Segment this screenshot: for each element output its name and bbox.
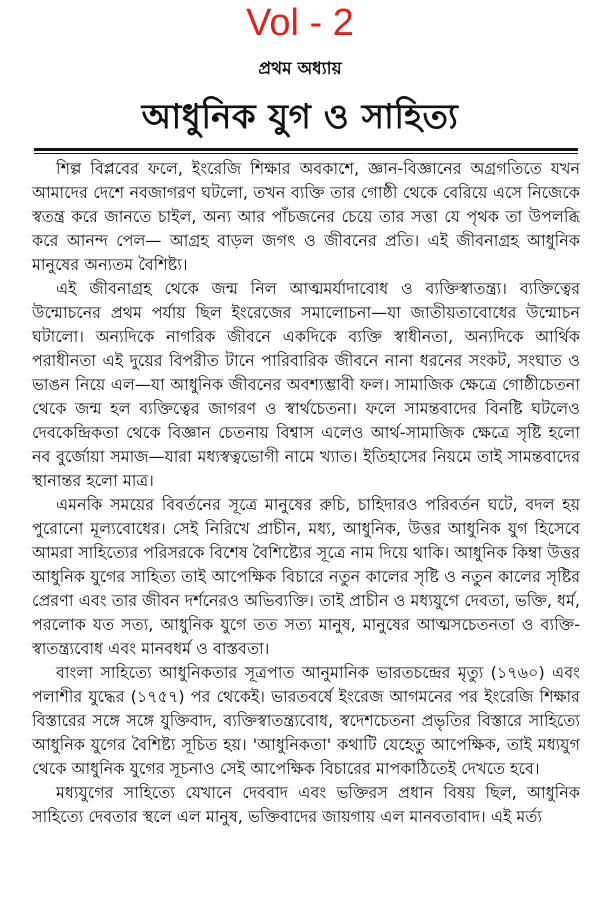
paragraph: এমনকি সময়ের বিবর্তনের সূত্রে মানুষের রুচি, চাহিদারও পরিবর্তন ঘটে, বদল হয় পুরোনো মূল্যবোধের। সেই নিরিখে প্রাচীন, মধ্য, আধুনিক, উত্তর আধুনিক যুগ হিসেবে আমরা সাহিত্যের পরিসরকে বিশেষ বৈশিষ্ট্যের সূত্রে নাম দিয়ে থাকি। আধুনিক কিম্বা উত্তর আধুনিক যুগের সাহিত্য তাই আপেক্ষিক বিচারে নতুন কালের সৃষ্টি ও নতুন কালের সৃষ্টির প্রেরণা এবং তার জীবন দর্শনেরও অভিব্যক্তি। তাই প্রাচীন ও মধ্যযুগে দেবতা, ভক্তি, ধর্ম, পরলোক যত সত্য, আধুনিক যুগে তত সত্য মানুষ, মানুষের আত্মসচেতনতা ও ব্যক্তি-স্বাতন্ত্র্যবোধ এবং মানবধর্ম ও বাস্তবতা। (32, 495, 580, 658)
paragraph: শিল্প বিপ্লবের ফলে, ইংরেজি শিক্ষার অবকাশে, জ্ঞান-বিজ্ঞানের অগ্রগতিতে যখন আমাদের দেশে নবজাগরণ ঘটলো, তখন ব্যক্তি তার গোষ্ঠী থেকে বেরিয়ে এসে নিজেকে স্বতন্ত্র করে জানতে চাইল, অন্য আর পাঁচজনের চেয়ে তার সত্তা যে পৃথক তা উপলব্ধি করে আনন্দ পেল— আগ্রহ বাড়ল জগৎ ও জীবনের প্রতি। এই জীবনাগ্রহ আধুনিক মানুষের অন্যতম বৈশিষ্ট্য। (32, 159, 580, 274)
chapter-heading: প্রথম অধ্যায় (258, 59, 342, 79)
body-text (32, 157, 580, 829)
title-divider (34, 148, 578, 154)
page-title: আধুনিক যুগ ও সাহিত্য (141, 97, 459, 137)
paragraph: এই জীবনাগ্রহ থেকে জন্ম নিল আত্মমর্যাদাবোধ ও ব্যক্তিস্বাতন্ত্র্য। ব্যক্তিত্বের উন্মোচনের প্রথম পর্যায় ছিল ইংরেজের সমালোচনা—যা জাতীয়তাবোধের উন্মোচন ঘটালো। অন্যদিকে নাগরিক জীবনে একদিকে ব্যক্তি স্বাধীনতা, অন্যদিকে আর্থিক পরাধীনতা এই দুয়ের বিপরীত টানে পারিবারিক জীবনে নানা ধরনের সংকট, সংঘাত ও ভাঙন নিয়ে এল—যা আধুনিক জীবনের অবশ্যম্ভাবী ফল। সামাজিক ক্ষেত্রে গোষ্ঠীচেতনা থেকে জন্ম হল ব্যক্তিত্বের জাগরণ ও স্বার্থচেতনা। ফলে সামন্তবাদের বিনষ্টি ঘটলেও দেবকেন্দ্রিকতা থেকে বিজ্ঞান চেতনায় বিশ্বাস এলেও আর্থ-সামাজিক ক্ষেত্রে সৃষ্টি হলো নব বুর্জোয়া সমাজ—যারা মধ্যস্বত্বভোগী নামে খ্যাত। ইতিহাসের নিয়মে তাই সামন্তবাদের স্থানান্তর হলো মাত্র। (32, 279, 580, 490)
volume-label: Vol - 2 (246, 2, 354, 44)
paragraph: বাংলা সাহিত্যে আধুনিকতার সূত্রপাত আনুমানিক ভারতচন্দ্রের মৃত্যু (১৭৬০) এবং পলাশীর যুদ্ধের (১৭৫৭) পর থেকেই। ভারতবর্ষে ইংরেজ আগমনের পর ইংরেজি শিক্ষার বিস্তারের সঙ্গে সঙ্গে যুক্তিবাদ, ব্যক্তিস্বাতন্ত্র্যবোধ, স্বদেশচেতনা প্রভৃতির বিস্তারে সাহিত্যে আধুনিক যুগের বৈশিষ্ট্য সূচিত হয়। 'আধুনিকতা' কথাটি যেহেতু আপেক্ষিক, তাই মধ্যযুগ থেকে আধুনিক যুগের সূচনাও সেই আপেক্ষিক বিচারের মাপকাঠিতেই দেখতে হবে। (32, 663, 580, 778)
paragraph: মধ্যযুগের সাহিত্যে যেখানে দেববাদ এবং ভক্তিরস প্রধান বিষয় ছিল, আধুনিক সাহিত্যে দেবতার স্থলে এল মানুষ, ভক্তিবাদের জায়গায় এল মানবতাবাদ। এই মর্ত্য (32, 783, 580, 826)
